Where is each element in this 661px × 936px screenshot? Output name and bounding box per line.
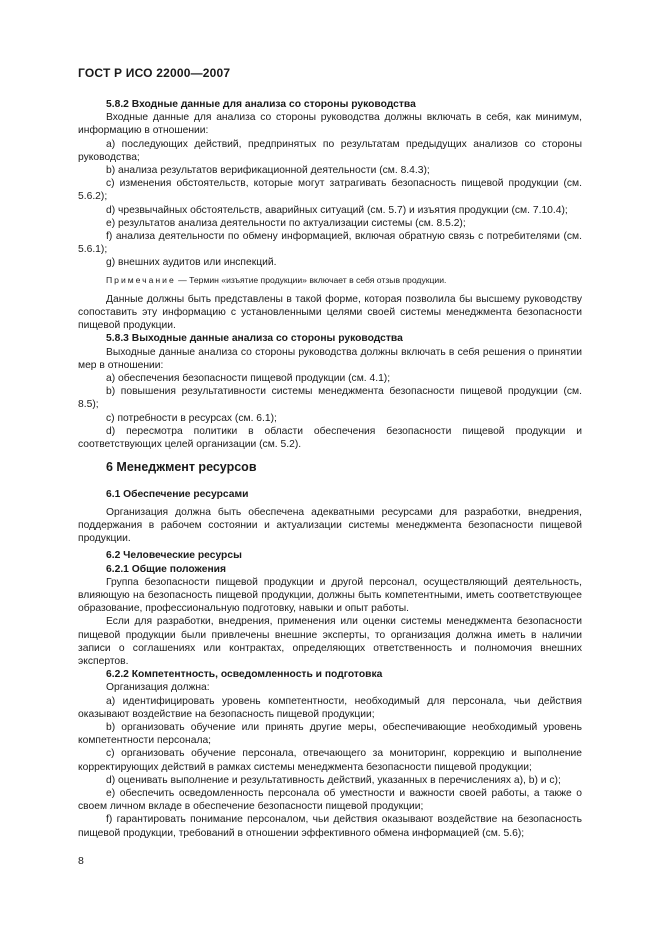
list-item: a) последующих действий, предпринятых по результатам предыдущих анализов со стороны руководства;: [78, 138, 582, 163]
section-5-8-2-intro: Входные данные для анализа со стороны руководства должны включать в себя, как минимум, информацию в отношении:: [78, 112, 582, 137]
list-item: d) оценивать выполнение и результативность действий, указанных в перечислениях a), b) и c);: [106, 774, 561, 786]
list-item: f) гарантировать понимание персоналом, чьи действия оказывают воздействие на безопасность пищевой продукции, требований в отношении эффективного обмена информацией (см. 5.6);: [78, 814, 582, 839]
section-6-2-heading: 6.2 Человеческие ресурсы: [106, 550, 242, 562]
list-item: d) пересмотра политики в области обеспечения безопасности пищевой продукции и соответствующих целей организации (см. 5.2).: [78, 425, 582, 451]
list-item: e) результатов анализа деятельности по актуализации системы (см. 8.5.2);: [106, 217, 466, 229]
list-item: c) потребности в ресурсах (см. 6.1);: [106, 412, 277, 424]
list-item: f) анализа деятельности по обмену информацией, включая обратную связь с потребителями (см. 5.6.1);: [78, 231, 582, 256]
list-item: g) внешних аудитов или инспекций.: [106, 257, 277, 269]
list-item: e) обеспечить осведомленность персонала об уместности и важности своей работы, а также о своем личном вкладе в обеспечение безопасности пищевой продукции;: [78, 787, 582, 813]
note: [78, 274, 582, 287]
page-body: [78, 98, 582, 840]
list-item: a) обеспечения безопасности пищевой продукции (см. 4.1);: [106, 373, 391, 385]
list-item: a) идентифицировать уровень компетентности, необходимый для персонала, чьи действия оказывают воздействие на безопасность пищевой продукции;: [78, 695, 582, 720]
section-5-8-2-heading: 5.8.2 Входные данные для анализа со стороны руководства: [106, 99, 416, 110]
note-label: Примечание: [106, 274, 176, 285]
section-6-2-1-heading: 6.2.1 Общие положения: [106, 563, 226, 575]
list-item: c) изменения обстоятельств, которые могут затрагивать безопасность пищевой продукции (см. 5.6.2);: [78, 178, 582, 203]
section-5-8-3-heading: 5.8.3 Выходные данные анализа со стороны руководства: [106, 333, 403, 345]
section-6-2-1-paragraph: Группа безопасности пищевой продукции и другой персонал, осуществляющий деятельность, влияющую на безопасность пищевой продукции, должны быть компетентными, иметь соответствующее образование, профессиональную подготовку, навыки и опыт работы.: [78, 576, 582, 615]
list-item: c) организовать обучение персонала, отвечающего за мониторинг, коррекцию и выполнение корректирующих действий в рамках системы менеджмента безопасности пищевой продукции;: [78, 748, 582, 773]
list-item: b) повышения результативности системы менеджмента безопасности пищевой продукции (см. 8.5);: [78, 386, 582, 411]
section-5-8-3-intro: Выходные данные анализа со стороны руководства должны включать в себя решения о принятии мер в отношении:: [78, 346, 582, 371]
list-item: b) организовать обучение или принять другие меры, обеспечивающие необходимый уровень компетентности персонала;: [78, 721, 582, 747]
section-6-2-2-heading: 6.2.2 Компетентность, осведомленность и подготовка: [106, 669, 383, 681]
list-item: d) чрезвычайных обстоятельств, аварийных ситуаций (см. 5.7) и изъятия продукции (см. 7.10.4);: [106, 204, 568, 216]
section-6-1-heading: 6.1 Обеспечение ресурсами: [106, 489, 249, 501]
list-item: b) анализа результатов верификационной деятельности (см. 8.4.3);: [106, 165, 430, 177]
document-header: ГОСТ Р ИСО 22000—2007: [78, 66, 231, 80]
page-number: 8: [78, 855, 84, 867]
section-6-2-1-paragraph: Если для разработки, внедрения, применения или оценки системы менеджмента безопасности пищевой продукции были привлечены внешние эксперты, то организация должна иметь в наличии записи о соглашениях или контрактах, определяющих ответственность и полномочия внешних экспертов.: [78, 616, 582, 667]
section-6-1-text: Организация должна быть обеспечена адекватными ресурсами для разработки, внедрения, поддержания в рабочем состоянии и актуализации системы менеджмента безопасности пищевой продукции.: [78, 506, 582, 545]
note-text: — Термин «изъятие продукции» включает в себя отзыв продукции.: [175, 274, 447, 285]
section-6-heading: 6 Менеджмент ресурсов: [106, 460, 257, 475]
section-5-8-2-conclusion: Данные должны быть представлены в такой форме, которая позволила бы высшему руководству сопоставить эту информацию с установленными целями своей системы менеджмента безопасности пищевой продукции.: [78, 293, 582, 332]
section-6-2-2-intro: Организация должна:: [106, 682, 210, 694]
